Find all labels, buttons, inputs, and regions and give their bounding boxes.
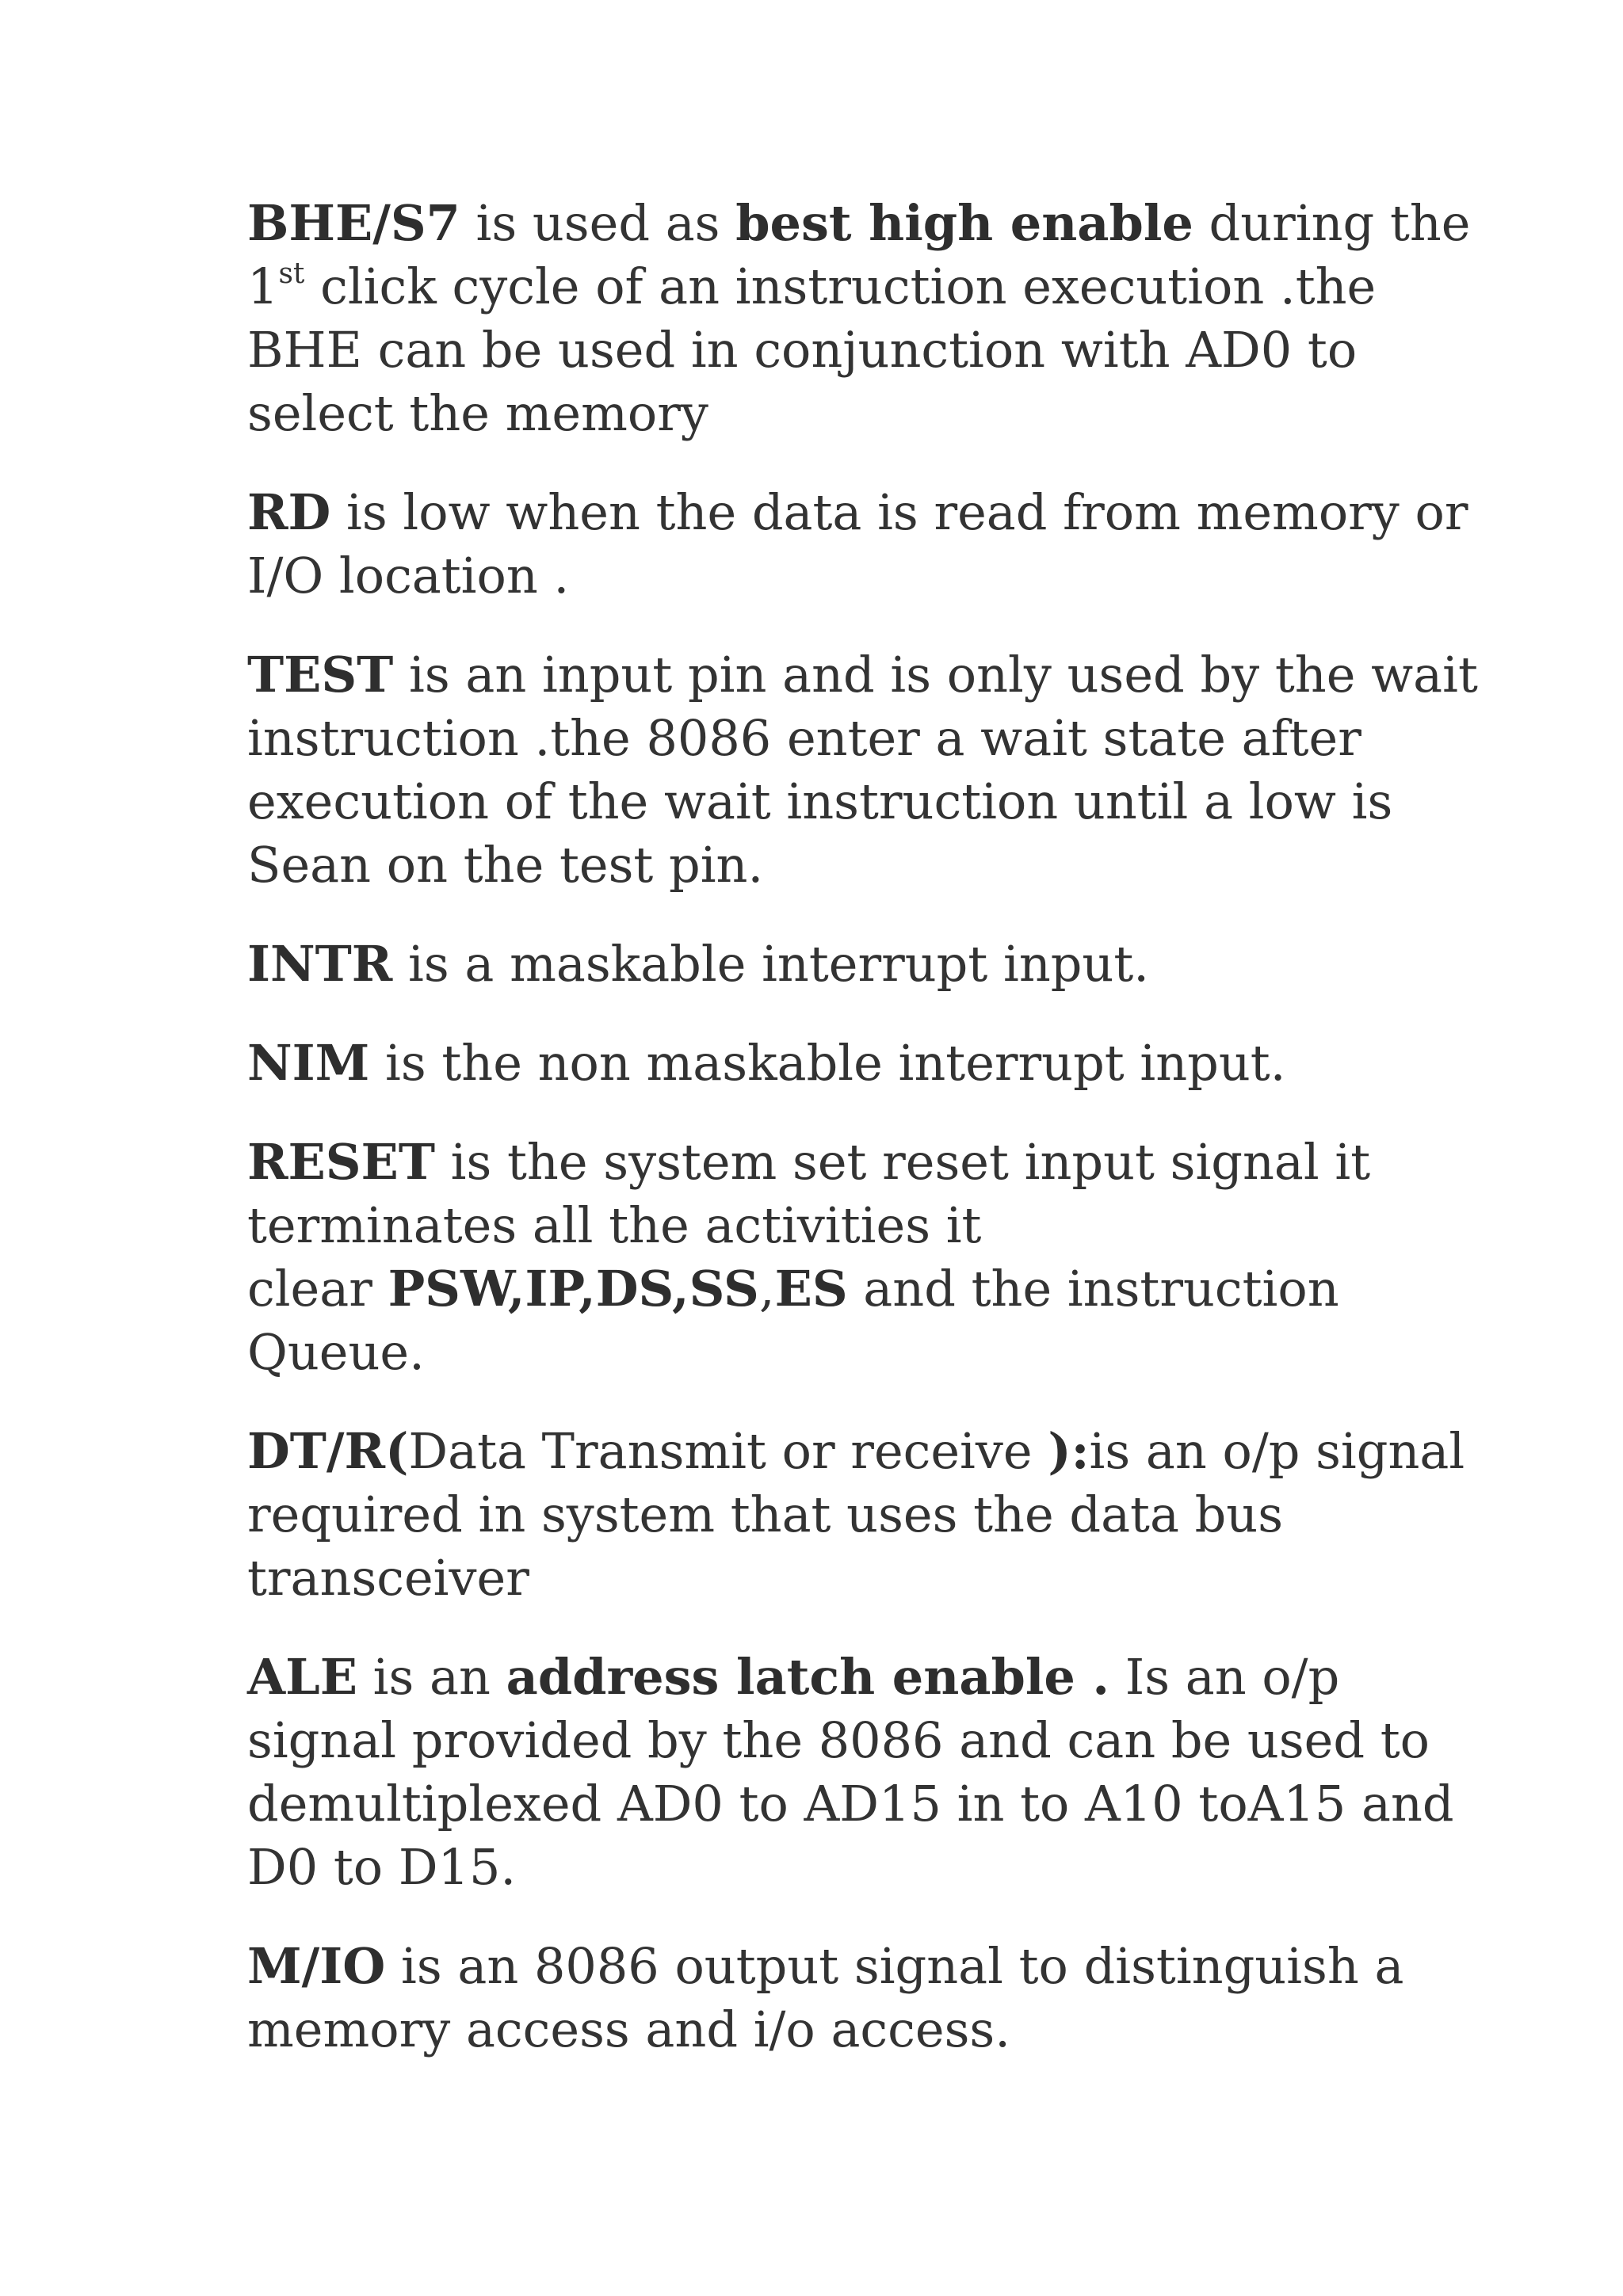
paragraph-mio [247,1935,1484,2061]
paragraph-nim [247,1032,1484,1095]
text: Data Transmit or receive [408,1422,1048,1480]
term-rd: RD [247,483,331,541]
paragraph-dtr [247,1420,1484,1610]
paragraph-intr [247,933,1484,996]
term-dtr: DT/R( [247,1422,409,1480]
text: and the instruction Queue. [247,1260,1339,1381]
text: click cycle of an instruction execution .the BHE can be used in conjunction with AD0 to select the memory [247,257,1377,442]
bold-punct: ): [1048,1422,1090,1480]
text: is an input pin and is only used by the wait instruction .the 8086 enter a wait state after execution of the wait instruction until a low is Sean on the test pin. [247,646,1478,894]
text: is a maskable interrupt input. [392,935,1149,993]
paragraph-reset [247,1131,1484,1384]
paragraph-test [247,643,1484,897]
text: is low when the data is read from memory or I/O location . [247,483,1468,605]
text: is the system set reset input signal it terminates all the activities it [247,1133,1371,1254]
ordinal-suffix: st [278,257,305,290]
bold-phrase: best high enable [735,194,1193,252]
text: , [758,1260,775,1318]
text: clear [247,1260,388,1318]
paragraph-bhe [247,192,1484,445]
text: is an o/p signal required in system that uses the data bus transceiver [247,1422,1465,1607]
text: Is an o/p signal provided by the 8086 and can be used to demultiplexed AD0 to AD15 in to A10 toA15 and D0 to D15. [247,1648,1454,1896]
text: is used as [460,194,736,252]
bold-registers: PSW,IP,DS,SS [388,1260,759,1318]
text: is an [357,1648,506,1706]
term-nim: NIM [247,1034,370,1092]
ordinal-number: 1 [247,257,279,315]
term-bhe: BHE/S7 [247,194,460,252]
term-reset: RESET [247,1133,435,1191]
text: during the [1193,194,1471,252]
term-ale: ALE [247,1648,357,1706]
paragraph-ale [247,1646,1484,1899]
bold-phrase: address latch enable . [506,1648,1110,1706]
document-body [247,192,1484,2097]
term-test: TEST [247,646,394,704]
text: is the non maskable interrupt input. [369,1034,1286,1092]
term-mio: M/IO [247,1937,386,1995]
text: is an 8086 output signal to distinguish a memory access and i/o access. [247,1937,1404,2058]
term-intr: INTR [247,935,393,993]
bold-register-es: ES [774,1260,848,1318]
paragraph-rd [247,481,1484,608]
